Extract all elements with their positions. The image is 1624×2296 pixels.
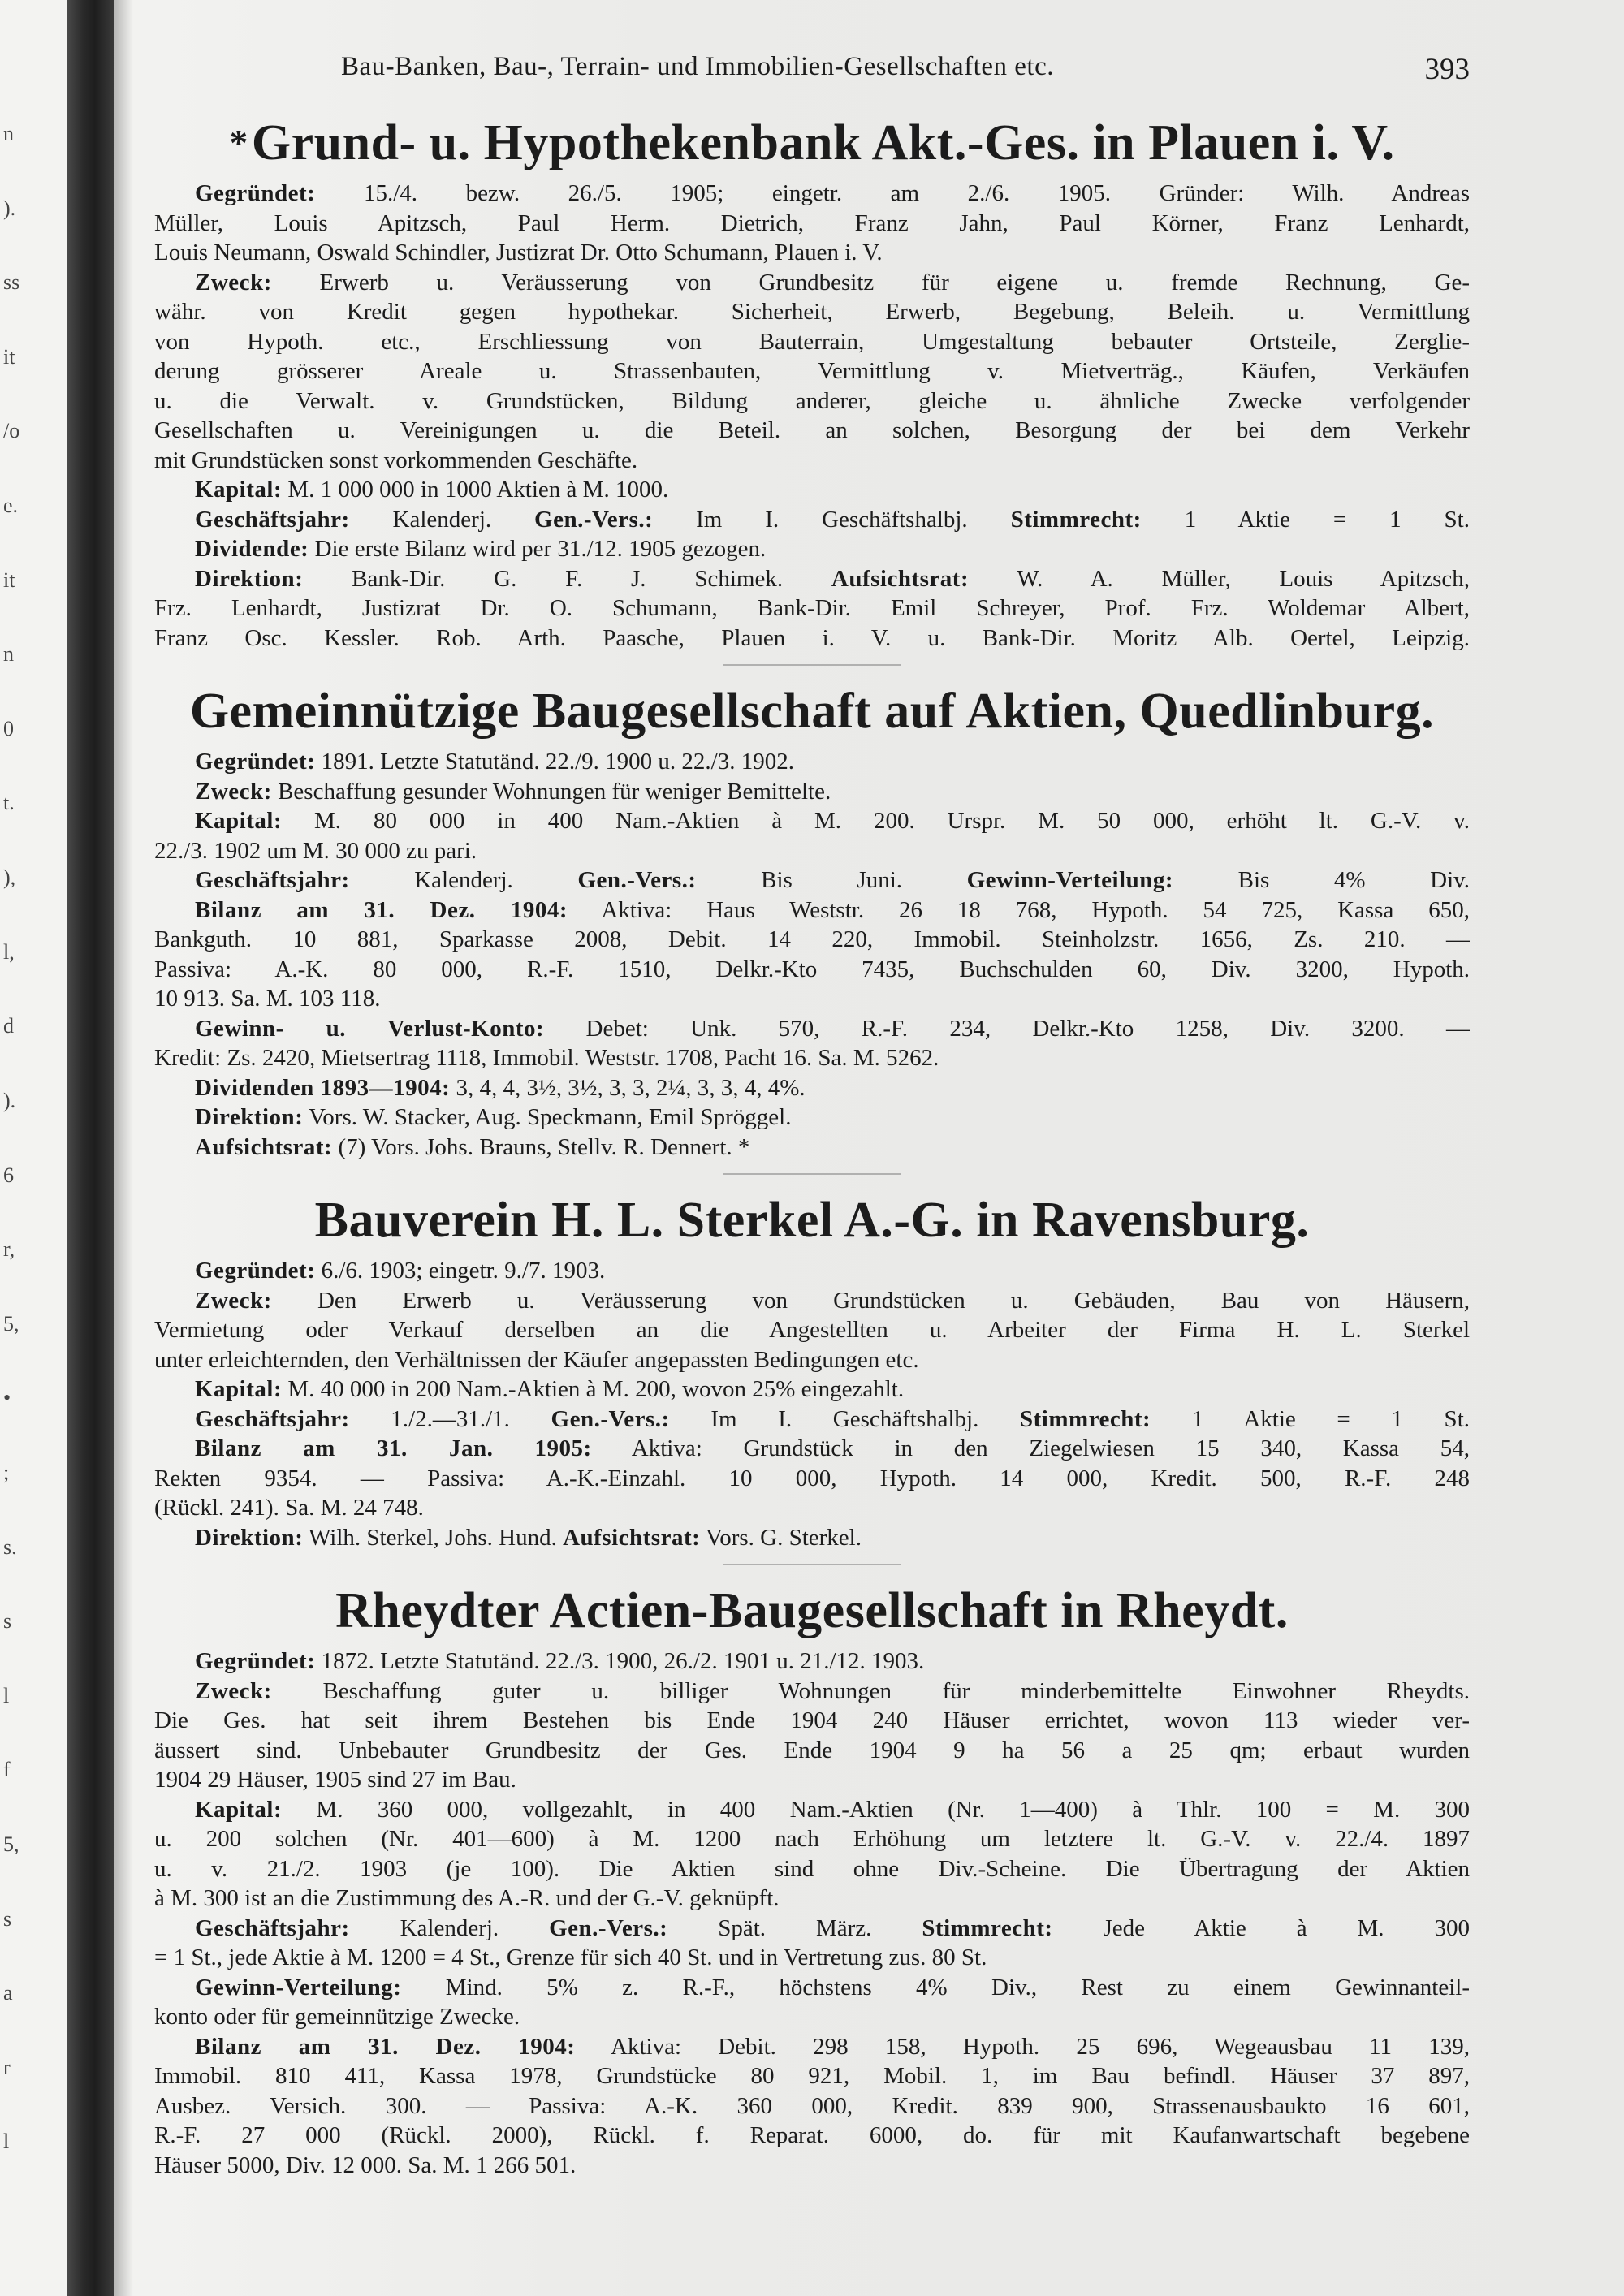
field-text: Im I. Geschäftshalbj. — [653, 506, 1011, 533]
text-line — [154, 1286, 1470, 1316]
field-text: u. v. 21./2. 1903 (je 100). Die Aktien sind ohne Div.-Scheine. Die Übertragung der Aktien — [154, 1855, 1470, 1882]
running-head-text: Bau-Banken, Bau-, Terrain- und Immobilien-Gesellschaften etc. — [341, 52, 1054, 81]
book-gutter — [67, 0, 114, 2296]
previous-page-fragment: r, — [3, 1237, 15, 1262]
field-label: Gen.-Vers.: — [551, 1405, 670, 1432]
field-text: Bis 4% Div. — [1173, 867, 1470, 893]
previous-page-fragment: • — [3, 1386, 11, 1410]
text-line — [154, 2091, 1470, 2121]
field-text: mit Grundstücken sonst vorkommenden Geschäfte. — [154, 447, 638, 473]
company-title-text: Rheydter Actien-Baugesellschaft in Rheydt. — [335, 1583, 1289, 1638]
previous-page-fragment: l — [3, 1683, 10, 1707]
field-text: 10 913. Sa. M. 103 118. — [154, 986, 381, 1012]
company-entry — [154, 1188, 1470, 1552]
previous-page-fragment: ; — [3, 1460, 10, 1484]
field-text: Müller, Louis Apitzsch, Paul Herm. Dietrich, Franz Jahn, Paul Körner, Franz Lenhardt, — [154, 209, 1470, 236]
previous-page-fragment: 5, — [3, 1832, 19, 1856]
company-entry — [154, 1578, 1470, 2180]
text-line — [154, 209, 1470, 239]
field-text: Aktiva: Grundstück in den Ziegelwiesen 15 340, Kassa 54, — [591, 1435, 1470, 1461]
field-label: Gewinn-Verteilung: — [195, 1974, 402, 2000]
company-title-text: Bauverein H. L. Sterkel A.-G. in Ravensburg. — [314, 1193, 1310, 1248]
gutter-shadow — [114, 0, 133, 2296]
text-line — [154, 1824, 1470, 1854]
text-line — [154, 1043, 1470, 1073]
field-text: Ausbez. Versich. 300. — Passiva: A.-K. 360 000, Kredit. 839 900, Strassenausbaukto 16 601, — [154, 2092, 1470, 2119]
field-label: Aufsichtsrat: — [563, 1524, 701, 1551]
field-text: à M. 300 ist an die Zustimmung des A.-R. und der G.-V. geknüpft. — [154, 1885, 780, 1911]
field-label: Direktion: — [195, 565, 304, 592]
field-label: Direktion: — [195, 1104, 304, 1130]
previous-page-fragment: l — [3, 2130, 10, 2154]
field-text: Die Ges. hat seit ihrem Bestehen bis Ende 1904 240 Häuser errichtet, wovon 113 wieder ver- — [154, 1707, 1470, 1733]
running-head — [154, 49, 1470, 97]
previous-page-fragment: ). — [3, 1088, 16, 1112]
text-line — [154, 179, 1470, 209]
field-text: Kalenderj. — [349, 506, 535, 533]
text-line — [154, 1973, 1470, 2003]
field-label: Stimmrecht: — [922, 1914, 1053, 1941]
field-label: Gen.-Vers.: — [549, 1914, 668, 1941]
field-text: 22./3. 1902 um M. 30 000 zu pari. — [154, 837, 477, 864]
text-line — [154, 1014, 1470, 1044]
text-line — [154, 777, 1470, 807]
field-text: konto oder für gemeinnützige Zwecke. — [154, 2004, 520, 2030]
field-label: Zweck: — [195, 269, 272, 296]
field-text: Louis Neumann, Oswald Schindler, Justizrat Dr. Otto Schumann, Plauen i. V. — [154, 240, 883, 265]
text-line — [154, 1434, 1470, 1464]
text-line — [154, 1736, 1470, 1766]
text-line — [154, 1256, 1470, 1286]
field-label: Kapital: — [195, 1376, 283, 1402]
company-title-text: Grund- u. Hypothekenbank Akt.-Ges. in Plauen i. V. — [251, 115, 1395, 170]
field-text: 15./4. bezw. 26./5. 1905; eingetr. am 2./6. 1905. Gründer: Wilh. Andreas — [315, 180, 1470, 206]
field-text: M. 1 000 000 in 1000 Aktien à M. 1000. — [282, 477, 669, 503]
text-line — [154, 2032, 1470, 2062]
previous-page-fragment: n — [3, 122, 14, 145]
field-label: Gewinn- u. Verlust-Konto: — [195, 1015, 545, 1042]
text-line — [154, 747, 1470, 777]
field-text: 1./2.—31./1. — [349, 1405, 551, 1432]
field-text: Kalenderj. — [349, 867, 578, 893]
field-text: (Rückl. 241). Sa. M. 24 748. — [154, 1495, 424, 1521]
text-line — [154, 386, 1470, 416]
text-line — [154, 1884, 1470, 1914]
field-text: Häuser 5000, Div. 12 000. Sa. M. 1 266 501. — [154, 2151, 577, 2178]
text-line — [154, 268, 1470, 298]
text-line — [154, 2121, 1470, 2151]
company-title — [154, 1188, 1470, 1253]
field-text: von Hypoth. etc., Erschliessung von Bauterrain, Umgestaltung bebauter Ortsteile, Zerglie- — [154, 328, 1470, 355]
field-text: Die erste Bilanz wird per 31./12. 1905 gezogen. — [309, 536, 767, 562]
field-text: währ. von Kredit gegen hypothekar. Sicherheit, Erwerb, Begebung, Beleih. u. Vermittlung — [154, 299, 1470, 325]
entries — [154, 110, 1470, 2180]
field-label: Kapital: — [195, 1796, 283, 1823]
previous-page-fragment: s — [3, 1609, 12, 1634]
field-label: Gen.-Vers.: — [534, 506, 654, 533]
field-label: Aufsichtsrat: — [831, 565, 970, 592]
field-text: Wilh. Sterkel, Johs. Hund. — [303, 1524, 564, 1551]
field-text: Kredit: Zs. 2420, Mietsertrag 1118, Immobil. Weststr. 1708, Pacht 16. Sa. M. 5262. — [154, 1045, 939, 1071]
text-line — [154, 1795, 1470, 1825]
text-line — [154, 1315, 1470, 1345]
previous-page-edge — [0, 0, 67, 2296]
field-text: W. A. Müller, Louis Apitzsch, — [969, 565, 1470, 592]
field-label: Zweck: — [195, 1287, 272, 1314]
field-label: Bilanz am 31. Jan. 1905: — [195, 1435, 592, 1461]
field-text: Debet: Unk. 570, R.-F. 234, Delkr.-Kto 1258, Div. 3200. — — [544, 1015, 1470, 1042]
text-line — [154, 1375, 1470, 1405]
field-label: Gegründet: — [195, 180, 316, 206]
text-line — [154, 238, 1470, 268]
field-text: = 1 St., jede Aktie à M. 1200 = 4 St., Grenze für sich 40 St. und in Vertretung zus. 80 St. — [154, 1944, 987, 1970]
previous-page-fragment: n — [3, 642, 14, 667]
text-line — [154, 1464, 1470, 1494]
entry-separator — [723, 664, 901, 666]
field-label: Geschäftsjahr: — [195, 867, 350, 893]
field-text: derung grösserer Areale u. Strassenbauten, Vermittlung v. Mietverträg., Käufen, Verkäufen — [154, 358, 1470, 384]
field-text: 1872. Letzte Statutänd. 22./3. 1900, 26./2. 1901 u. 21./12. 1903. — [315, 1648, 925, 1674]
text-line — [154, 984, 1470, 1014]
text-line — [154, 475, 1470, 505]
field-label: Dividenden 1893—1904: — [195, 1074, 451, 1101]
previous-page-fragment: /o — [3, 419, 20, 443]
text-line — [154, 1405, 1470, 1435]
text-line — [154, 2061, 1470, 2091]
previous-page-fragment: s. — [3, 1534, 17, 1559]
text-line — [154, 1345, 1470, 1375]
previous-page-fragment: t. — [3, 791, 15, 815]
previous-page-fragment: e. — [3, 494, 19, 518]
text-line — [154, 865, 1470, 896]
field-text: Vermietung oder Verkauf derselben an die Angestellten u. Arbeiter der Firma H. L. Sterkel — [154, 1317, 1470, 1343]
text-line — [154, 1646, 1470, 1677]
field-text: Jede Aktie à M. 300 — [1052, 1914, 1470, 1941]
field-text: Bis Juni. — [696, 867, 967, 893]
entry-separator — [723, 1173, 901, 1175]
field-label: Gegründet: — [195, 1258, 316, 1284]
text-line — [154, 1765, 1470, 1795]
field-label: Stimmrecht: — [1019, 1405, 1151, 1432]
company-title — [154, 110, 1470, 175]
field-text: Immobil. 810 411, Kassa 1978, Grundstücke 80 921, Mobil. 1, im Bau befindl. Häuser 37 897, — [154, 2063, 1470, 2089]
field-text: Im I. Geschäftshalbj. — [669, 1405, 1020, 1432]
field-text: Bank-Dir. G. F. J. Schimek. — [303, 565, 831, 592]
text-line — [154, 836, 1470, 866]
field-text: Den Erwerb u. Veräusserung von Grundstücken u. Gebäuden, Bau von Häusern, — [271, 1287, 1470, 1314]
field-label: Direktion: — [195, 1524, 304, 1551]
field-text: Aktiva: Debit. 298 158, Hypoth. 25 696, Wegeausbau 11 139, — [575, 2033, 1470, 2060]
field-text: 1 Aktie = 1 St. — [1151, 1405, 1470, 1432]
field-text: Vors. G. Sterkel. — [700, 1524, 862, 1551]
text-line — [154, 1677, 1470, 1707]
title-asterisk: * — [229, 122, 248, 163]
field-text: u. die Verwalt. v. Grundstücken, Bildung anderer, gleiche u. ähnliche Zwecke verfolgender — [154, 387, 1470, 414]
previous-page-fragment: f — [3, 1758, 11, 1782]
field-text: Gesellschaften u. Vereinigungen u. die Beteil. an solchen, Besorgung der bei dem Verkehr — [154, 417, 1470, 443]
text-line — [154, 297, 1470, 327]
text-line — [154, 327, 1470, 357]
page-number: 393 — [1424, 53, 1470, 86]
field-text: äussert sind. Unbebauter Grundbesitz der Ges. Ende 1904 9 ha 56 a 25 qm; erbaut wurden — [154, 1737, 1470, 1763]
field-text: M. 40 000 in 200 Nam.-Aktien à M. 200, wovon 25% eingezahlt. — [282, 1376, 905, 1402]
text-line — [154, 1854, 1470, 1884]
company-entry — [154, 110, 1470, 653]
field-text: Aktiva: Haus Weststr. 26 18 768, Hypoth. 54 725, Kassa 650, — [568, 896, 1470, 923]
field-text: Kalenderj. — [349, 1914, 550, 1941]
previous-page-fragment: ), — [3, 865, 16, 890]
field-text: Beschaffung guter u. billiger Wohnungen für minderbemittelte Einwohner Rheydts. — [271, 1677, 1470, 1704]
previous-page-fragment: s — [3, 1906, 12, 1931]
previous-page-fragment: ). — [3, 196, 16, 220]
text-line — [154, 1523, 1470, 1553]
field-label: Aufsichtsrat: — [195, 1133, 333, 1160]
field-text: 1904 29 Häuser, 1905 sind 27 im Bau. — [154, 1767, 516, 1793]
field-text: Rekten 9354. — Passiva: A.-K.-Einzahl. 10 000, Hypoth. 14 000, Kredit. 500, R.-F. 248 — [154, 1465, 1470, 1491]
text-line — [154, 416, 1470, 446]
previous-page-fragment: a — [3, 1981, 13, 2005]
previous-page-fragment: l, — [3, 939, 15, 964]
text-line — [154, 806, 1470, 836]
company-title-text: Gemeinnützige Baugesellschaft auf Aktien, Quedlinburg. — [189, 684, 1435, 739]
previous-page-fragment: it — [3, 344, 15, 369]
field-text: unter erleichternden, den Verhältnissen der Käufer angepassten Bedingungen etc. — [154, 1346, 919, 1373]
field-label: Dividende: — [195, 536, 309, 562]
text-line — [154, 1706, 1470, 1736]
previous-page-fragment: r — [3, 2055, 11, 2079]
page — [154, 49, 1470, 2180]
previous-page-fragment: it — [3, 568, 15, 592]
text-line — [154, 534, 1470, 564]
field-text: M. 80 000 in 400 Nam.-Aktien à M. 200. Urspr. M. 50 000, erhöht lt. G.-V. v. — [282, 808, 1470, 834]
field-text: Mind. 5% z. R.-F., höchstens 4% Div., Rest zu einem Gewinnanteil- — [401, 1974, 1470, 2000]
field-label: Gegründet: — [195, 749, 316, 775]
field-label: Kapital: — [195, 808, 283, 834]
text-line — [154, 1073, 1470, 1103]
field-text: R.-F. 27 000 (Rückl. 2000), Rückl. f. Reparat. 6000, do. für mit Kaufanwartschaft begebene — [154, 2122, 1470, 2148]
field-text: 6./6. 1903; eingetr. 9./7. 1903. — [315, 1258, 606, 1284]
field-text: Bankguth. 10 881, Sparkasse 2008, Debit. 14 220, Immobil. Steinholzstr. 1656, Zs. 210. — — [154, 926, 1470, 952]
field-text: 1891. Letzte Statutänd. 22./9. 1900 u. 22./3. 1902. — [315, 749, 794, 775]
text-line — [154, 1133, 1470, 1163]
company-title — [154, 679, 1470, 744]
field-label: Bilanz am 31. Dez. 1904: — [195, 2033, 576, 2060]
field-text: 3, 4, 4, 3½, 3½, 3, 3, 2¼, 3, 3, 4, 4%. — [450, 1074, 806, 1101]
text-line — [154, 1914, 1470, 1944]
previous-page-fragment: d — [3, 1014, 14, 1038]
text-line — [154, 593, 1470, 624]
field-label: Gewinn-Verteilung: — [966, 867, 1174, 893]
text-line — [154, 624, 1470, 654]
text-line — [154, 446, 1470, 476]
field-text: Beschaffung gesunder Wohnungen für weniger Bemittelte. — [271, 778, 831, 805]
field-text: Frz. Lenhardt, Justizrat Dr. O. Schumann, Bank-Dir. Emil Schreyer, Prof. Frz. Woldemar Albert, — [154, 595, 1470, 621]
field-label: Geschäftsjahr: — [195, 1405, 350, 1432]
text-line — [154, 955, 1470, 985]
previous-page-fragment: 6 — [3, 1163, 14, 1187]
field-label: Geschäftsjahr: — [195, 1914, 350, 1941]
field-label: Gegründet: — [195, 1648, 316, 1674]
field-text: Passiva: A.-K. 80 000, R.-F. 1510, Delkr.-Kto 7435, Buchschulden 60, Div. 3200, Hypoth. — [154, 956, 1470, 982]
field-text: Franz Osc. Kessler. Rob. Arth. Paasche, Plauen i. V. u. Bank-Dir. Moritz Alb. Oertel, Leipzig. — [154, 624, 1470, 651]
field-text: (7) Vors. Johs. Brauns, Stellv. R. Dennert. * — [332, 1133, 750, 1160]
field-label: Zweck: — [195, 1677, 272, 1704]
text-line — [154, 925, 1470, 955]
field-label: Geschäftsjahr: — [195, 506, 350, 533]
field-text: 1 Aktie = 1 St. — [1141, 506, 1470, 533]
entry-separator — [723, 1564, 901, 1565]
text-line — [154, 896, 1470, 926]
field-label: Kapital: — [195, 477, 283, 503]
previous-page-fragment: 0 — [3, 716, 14, 740]
field-label: Stimmrecht: — [1010, 506, 1142, 533]
text-line — [154, 1943, 1470, 1973]
text-line — [154, 564, 1470, 594]
text-line — [154, 1493, 1470, 1523]
text-line — [154, 505, 1470, 535]
field-text: M. 360 000, vollgezahlt, in 400 Nam.-Aktien (Nr. 1—400) à Thlr. 100 = M. 300 — [282, 1796, 1470, 1823]
field-text: u. 200 solchen (Nr. 401—600) à M. 1200 nach Erhöhung um letztere lt. G.-V. v. 22./4. 1897 — [154, 1826, 1470, 1852]
company-entry — [154, 679, 1470, 1162]
field-text: Spät. März. — [667, 1914, 922, 1941]
company-title — [154, 1578, 1470, 1643]
field-label: Gen.-Vers.: — [577, 867, 697, 893]
previous-page-fragment: ss — [3, 270, 20, 295]
field-text: Erwerb u. Veräusserung von Grundbesitz für eigene u. fremde Rechnung, Ge- — [271, 269, 1470, 296]
previous-page-fragment: 5, — [3, 1311, 19, 1336]
field-label: Bilanz am 31. Dez. 1904: — [195, 896, 568, 923]
text-line — [154, 356, 1470, 386]
text-line — [154, 1103, 1470, 1133]
field-text: Vors. W. Stacker, Aug. Speckmann, Emil Spröggel. — [303, 1104, 792, 1130]
text-line — [154, 2151, 1470, 2181]
text-line — [154, 2002, 1470, 2032]
field-label: Zweck: — [195, 778, 272, 805]
